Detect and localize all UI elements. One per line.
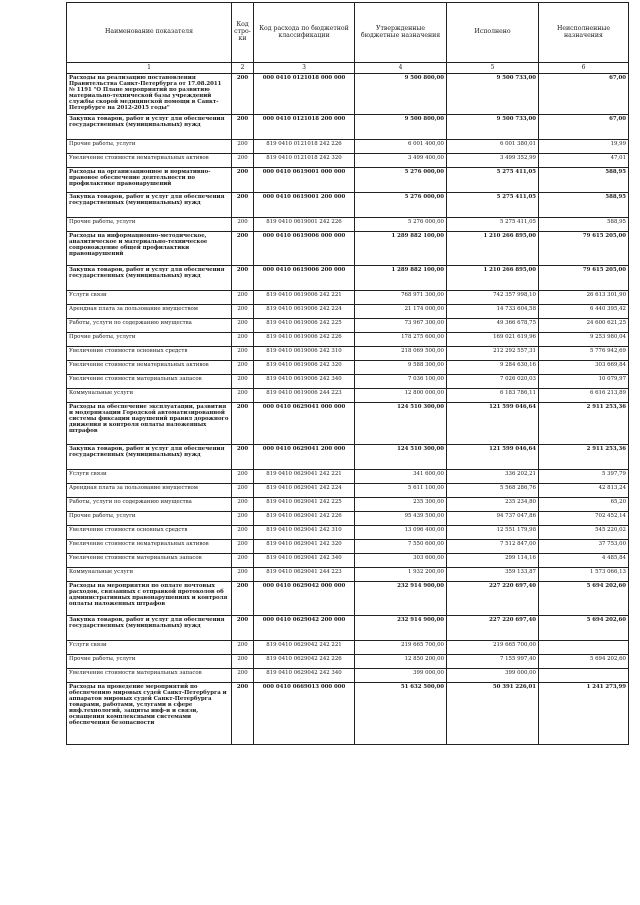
executed-amount-cell: 5 275 411,05 xyxy=(447,193,539,218)
executed-amount-cell: 49 366 678,75 xyxy=(447,319,539,333)
executed-amount-cell: 9 284 630,16 xyxy=(447,361,539,375)
approved-amount-cell: 7 036 100,00 xyxy=(355,375,447,389)
executed-amount-cell: 336 202,21 xyxy=(447,470,539,484)
approved-amount-cell: 13 096 400,00 xyxy=(355,526,447,540)
approved-amount-cell: 232 914 900,00 xyxy=(355,582,447,616)
indicator-name-cell: Закупка товаров, работ и услуг для обеспечения государственных (муниципальных) нужд xyxy=(67,445,232,470)
column-number: 2 xyxy=(232,63,254,74)
unexecuted-amount-cell: 5 776 942,69 xyxy=(539,347,629,361)
table-row xyxy=(67,568,629,582)
line-code-cell: 200 xyxy=(232,232,254,266)
line-code-cell: 200 xyxy=(232,168,254,193)
table-body xyxy=(67,74,629,745)
indicator-name-cell: Закупка товаров, работ и услуг для обеспечения государственных (муниципальных) нужд xyxy=(67,616,232,641)
line-code-cell: 200 xyxy=(232,375,254,389)
executed-amount-cell: 7 512 847,00 xyxy=(447,540,539,554)
budget-code-cell: 000 0410 0629042 000 000 xyxy=(254,582,355,616)
table-row xyxy=(67,470,629,484)
column-header-executed: Исполнено xyxy=(447,3,539,63)
approved-amount-cell: 5 276 000,00 xyxy=(355,218,447,232)
unexecuted-amount-cell: 79 615 205,00 xyxy=(539,266,629,291)
table-row xyxy=(67,140,629,154)
table-row xyxy=(67,669,629,683)
line-code-cell: 200 xyxy=(232,445,254,470)
line-code-cell: 200 xyxy=(232,641,254,655)
table-row xyxy=(67,554,629,568)
column-number: 1 xyxy=(67,63,232,74)
indicator-name-cell: Прочие работы, услуги xyxy=(67,512,232,526)
budget-code-cell: 819 0410 0619006 242 225 xyxy=(254,319,355,333)
approved-amount-cell: 73 967 300,00 xyxy=(355,319,447,333)
budget-code-cell: 819 0410 0619006 242 320 xyxy=(254,361,355,375)
line-code-cell: 200 xyxy=(232,470,254,484)
table-row xyxy=(67,498,629,512)
column-number: 3 xyxy=(254,63,355,74)
executed-amount-cell: 12 551 179,98 xyxy=(447,526,539,540)
column-header-budget-code: Код расхода по бюджетной классификации xyxy=(254,3,355,63)
unexecuted-amount-cell: 19,99 xyxy=(539,140,629,154)
approved-amount-cell: 12 800 000,00 xyxy=(355,389,447,403)
unexecuted-amount-cell: 26 613 301,90 xyxy=(539,291,629,305)
line-code-cell: 200 xyxy=(232,512,254,526)
executed-amount-cell: 94 737 047,86 xyxy=(447,512,539,526)
indicator-name-cell: Работы, услуги по содержанию имущества xyxy=(67,319,232,333)
indicator-name-cell: Расходы на реализацию постановления Правительства Санкт-Петербурга от 17.08.2011 № 1191 "О Плане мероприятий по развитию материально-технической базы учреждений службы скорой медицинской помощи в Санкт-Петербурге на 2012-2015 годы" xyxy=(67,74,232,115)
approved-amount-cell: 219 665 700,00 xyxy=(355,641,447,655)
approved-amount-cell: 7 550 600,00 xyxy=(355,540,447,554)
unexecuted-amount-cell: 6 616 213,89 xyxy=(539,389,629,403)
indicator-name-cell: Увеличение стоимости нематериальных активов xyxy=(67,361,232,375)
budget-code-cell: 819 0410 0619006 242 221 xyxy=(254,291,355,305)
budget-code-cell: 819 0410 0629042 242 226 xyxy=(254,655,355,669)
approved-amount-cell: 6 001 400,00 xyxy=(355,140,447,154)
unexecuted-amount-cell: 24 600 621,25 xyxy=(539,319,629,333)
unexecuted-amount-cell xyxy=(539,669,629,683)
table-row xyxy=(67,445,629,470)
executed-amount-cell: 219 665 700,00 xyxy=(447,641,539,655)
table-row xyxy=(67,319,629,333)
unexecuted-amount-cell: 6 440 395,42 xyxy=(539,305,629,319)
line-code-cell: 200 xyxy=(232,389,254,403)
header-row xyxy=(67,3,629,63)
unexecuted-amount-cell: 1 573 066,13 xyxy=(539,568,629,582)
executed-amount-cell: 1 210 266 895,00 xyxy=(447,232,539,266)
table-row xyxy=(67,115,629,140)
unexecuted-amount-cell: 5 694 202,60 xyxy=(539,655,629,669)
approved-amount-cell: 5 276 000,00 xyxy=(355,168,447,193)
budget-code-cell: 000 0410 0619006 000 000 xyxy=(254,232,355,266)
column-number: 4 xyxy=(355,63,447,74)
approved-amount-cell: 1 932 200,00 xyxy=(355,568,447,582)
unexecuted-amount-cell: 10 079,97 xyxy=(539,375,629,389)
line-code-cell: 200 xyxy=(232,140,254,154)
budget-code-cell: 819 0410 0629041 242 224 xyxy=(254,484,355,498)
indicator-name-cell: Увеличение стоимости материальных запасов xyxy=(67,554,232,568)
table-row xyxy=(67,582,629,616)
column-number: 5 xyxy=(447,63,539,74)
approved-amount-cell: 178 275 600,00 xyxy=(355,333,447,347)
indicator-name-cell: Работы, услуги по содержанию имущества xyxy=(67,498,232,512)
table-row xyxy=(67,266,629,291)
line-code-cell: 200 xyxy=(232,540,254,554)
budget-code-cell: 819 0410 0619006 244 223 xyxy=(254,389,355,403)
indicator-name-cell: Закупка товаров, работ и услуг для обеспечения государственных (муниципальных) нужд xyxy=(67,266,232,291)
executed-amount-cell: 399 000,00 xyxy=(447,669,539,683)
table-row xyxy=(67,232,629,266)
unexecuted-amount-cell: 5 694 202,60 xyxy=(539,582,629,616)
executed-amount-cell: 227 220 697,40 xyxy=(447,582,539,616)
line-code-cell: 200 xyxy=(232,266,254,291)
executed-amount-cell: 235 234,80 xyxy=(447,498,539,512)
approved-amount-cell: 341 600,00 xyxy=(355,470,447,484)
table-row xyxy=(67,375,629,389)
executed-amount-cell: 5 275 411,05 xyxy=(447,168,539,193)
table-row xyxy=(67,291,629,305)
approved-amount-cell: 303 600,00 xyxy=(355,554,447,568)
indicator-name-cell: Увеличение стоимости основных средств xyxy=(67,347,232,361)
line-code-cell: 200 xyxy=(232,115,254,140)
indicator-name-cell: Арендная плата за пользование имуществом xyxy=(67,305,232,319)
line-code-cell: 200 xyxy=(232,74,254,115)
budget-code-cell: 819 0410 0619006 242 226 xyxy=(254,333,355,347)
budget-code-cell: 819 0410 0629041 242 320 xyxy=(254,540,355,554)
table-row xyxy=(67,154,629,168)
unexecuted-amount-cell: 545 220,02 xyxy=(539,526,629,540)
executed-amount-cell: 14 733 604,58 xyxy=(447,305,539,319)
budget-code-cell: 819 0410 0619006 242 224 xyxy=(254,305,355,319)
executed-amount-cell: 359 133,87 xyxy=(447,568,539,582)
table-row xyxy=(67,484,629,498)
line-code-cell: 200 xyxy=(232,333,254,347)
approved-amount-cell: 124 510 300,00 xyxy=(355,445,447,470)
indicator-name-cell: Увеличение стоимости материальных запасов xyxy=(67,375,232,389)
approved-amount-cell: 9 500 800,00 xyxy=(355,74,447,115)
line-code-cell: 200 xyxy=(232,669,254,683)
table-row xyxy=(67,74,629,115)
table-row xyxy=(67,616,629,641)
column-header-approved: Утвержденные бюджетные назначения xyxy=(355,3,447,63)
indicator-name-cell: Расходы на информационно-методическое, аналитическое и материально-техническое сопровождение общей профилактики правонарушений xyxy=(67,232,232,266)
line-code-cell: 200 xyxy=(232,616,254,641)
column-number-row xyxy=(67,63,629,74)
indicator-name-cell: Увеличение стоимости нематериальных активов xyxy=(67,154,232,168)
indicator-name-cell: Расходы на организационное и нормативно-правовое обеспечение деятельности по профилактике правонарушений xyxy=(67,168,232,193)
unexecuted-amount-cell: 9 253 980,04 xyxy=(539,333,629,347)
approved-amount-cell: 21 174 000,00 xyxy=(355,305,447,319)
approved-amount-cell: 12 850 200,00 xyxy=(355,655,447,669)
line-code-cell: 200 xyxy=(232,554,254,568)
executed-amount-cell: 299 114,16 xyxy=(447,554,539,568)
approved-amount-cell: 1 289 882 100,00 xyxy=(355,266,447,291)
budget-code-cell: 000 0410 0619006 200 000 xyxy=(254,266,355,291)
executed-amount-cell: 50 391 226,01 xyxy=(447,683,539,745)
budget-code-cell: 819 0410 0629041 242 340 xyxy=(254,554,355,568)
unexecuted-amount-cell: 47,01 xyxy=(539,154,629,168)
budget-code-cell: 000 0410 0121018 000 000 xyxy=(254,74,355,115)
indicator-name-cell: Коммунальные услуги xyxy=(67,568,232,582)
line-code-cell: 200 xyxy=(232,361,254,375)
table-row xyxy=(67,218,629,232)
line-code-cell: 200 xyxy=(232,305,254,319)
approved-amount-cell: 51 632 500,00 xyxy=(355,683,447,745)
budget-code-cell: 819 0410 0629041 242 226 xyxy=(254,512,355,526)
line-code-cell: 200 xyxy=(232,403,254,445)
executed-amount-cell: 7 026 020,03 xyxy=(447,375,539,389)
unexecuted-amount-cell: 4 485,84 xyxy=(539,554,629,568)
column-header-line-code: Код стро-ки xyxy=(232,3,254,63)
line-code-cell: 200 xyxy=(232,193,254,218)
table-row xyxy=(67,655,629,669)
executed-amount-cell: 5 568 286,76 xyxy=(447,484,539,498)
approved-amount-cell: 399 000,00 xyxy=(355,669,447,683)
indicator-name-cell: Услуги связи xyxy=(67,641,232,655)
line-code-cell: 200 xyxy=(232,154,254,168)
indicator-name-cell: Прочие работы, услуги xyxy=(67,655,232,669)
approved-amount-cell: 1 289 882 100,00 xyxy=(355,232,447,266)
unexecuted-amount-cell: 588,95 xyxy=(539,218,629,232)
unexecuted-amount-cell: 303 669,84 xyxy=(539,361,629,375)
line-code-cell: 200 xyxy=(232,498,254,512)
line-code-cell: 200 xyxy=(232,526,254,540)
budget-code-cell: 000 0410 0619001 200 000 xyxy=(254,193,355,218)
unexecuted-amount-cell: 5 397,79 xyxy=(539,470,629,484)
unexecuted-amount-cell: 5 694 202,60 xyxy=(539,616,629,641)
executed-amount-cell: 9 500 733,00 xyxy=(447,74,539,115)
table-row xyxy=(67,512,629,526)
table-row xyxy=(67,305,629,319)
unexecuted-amount-cell: 67,00 xyxy=(539,115,629,140)
executed-amount-cell: 6 183 786,11 xyxy=(447,389,539,403)
unexecuted-amount-cell: 588,95 xyxy=(539,193,629,218)
budget-code-cell: 000 0410 0669013 000 000 xyxy=(254,683,355,745)
executed-amount-cell: 121 599 046,64 xyxy=(447,445,539,470)
budget-code-cell: 819 0410 0121018 242 320 xyxy=(254,154,355,168)
executed-amount-cell: 227 220 697,40 xyxy=(447,616,539,641)
budget-code-cell: 819 0410 0629042 242 340 xyxy=(254,669,355,683)
unexecuted-amount-cell: 67,00 xyxy=(539,74,629,115)
budget-code-cell: 000 0410 0629042 200 000 xyxy=(254,616,355,641)
indicator-name-cell: Коммунальные услуги xyxy=(67,389,232,403)
budget-code-cell: 819 0410 0629041 244 223 xyxy=(254,568,355,582)
executed-amount-cell: 742 357 998,10 xyxy=(447,291,539,305)
line-code-cell: 200 xyxy=(232,218,254,232)
budget-code-cell: 819 0410 0629041 242 225 xyxy=(254,498,355,512)
budget-code-cell: 819 0410 0629041 242 221 xyxy=(254,470,355,484)
executed-amount-cell: 169 021 619,96 xyxy=(447,333,539,347)
approved-amount-cell: 232 914 900,00 xyxy=(355,616,447,641)
line-code-cell: 200 xyxy=(232,484,254,498)
budget-code-cell: 819 0410 0619001 242 226 xyxy=(254,218,355,232)
approved-amount-cell: 9 500 800,00 xyxy=(355,115,447,140)
approved-amount-cell: 3 499 400,00 xyxy=(355,154,447,168)
budget-code-cell: 000 0410 0629041 200 000 xyxy=(254,445,355,470)
approved-amount-cell: 768 971 300,00 xyxy=(355,291,447,305)
unexecuted-amount-cell: 1 241 273,99 xyxy=(539,683,629,745)
table-row xyxy=(67,540,629,554)
table-row xyxy=(67,526,629,540)
table-row xyxy=(67,389,629,403)
indicator-name-cell: Расходы на проведение мероприятий по обеспечению мировых судей Санкт-Петербурга и аппаратов мировых судей Санкт-Петербурга товарами, работами, услугами в сфере инф.технологий, защиты инф-и и связи, оснащения комплексными системами обеспечения безопасности xyxy=(67,683,232,745)
line-code-cell: 200 xyxy=(232,347,254,361)
budget-code-cell: 819 0410 0619006 242 340 xyxy=(254,375,355,389)
approved-amount-cell: 95 439 500,00 xyxy=(355,512,447,526)
indicator-name-cell: Прочие работы, услуги xyxy=(67,218,232,232)
table-row xyxy=(67,683,629,745)
budget-code-cell: 000 0410 0121018 200 000 xyxy=(254,115,355,140)
line-code-cell: 200 xyxy=(232,319,254,333)
line-code-cell: 200 xyxy=(232,683,254,745)
table-row xyxy=(67,641,629,655)
approved-amount-cell: 218 069 500,00 xyxy=(355,347,447,361)
budget-code-cell: 819 0410 0121018 242 226 xyxy=(254,140,355,154)
budget-code-cell: 000 0410 0619001 000 000 xyxy=(254,168,355,193)
indicator-name-cell: Арендная плата за пользование имуществом xyxy=(67,484,232,498)
indicator-name-cell: Закупка товаров, работ и услуг для обеспечения государственных (муниципальных) нужд xyxy=(67,193,232,218)
table-row xyxy=(67,361,629,375)
executed-amount-cell: 1 210 266 895,00 xyxy=(447,266,539,291)
budget-code-cell: 000 0410 0629041 000 000 xyxy=(254,403,355,445)
budget-code-cell: 819 0410 0619006 242 310 xyxy=(254,347,355,361)
column-header-indicator-name: Наименование показателя xyxy=(67,3,232,63)
executed-amount-cell: 121 599 046,64 xyxy=(447,403,539,445)
table-row xyxy=(67,333,629,347)
indicator-name-cell: Прочие работы, услуги xyxy=(67,333,232,347)
indicator-name-cell: Увеличение стоимости материальных запасов xyxy=(67,669,232,683)
line-code-cell: 200 xyxy=(232,568,254,582)
indicator-name-cell: Увеличение стоимости нематериальных активов xyxy=(67,540,232,554)
executed-amount-cell: 6 001 380,01 xyxy=(447,140,539,154)
column-number: 6 xyxy=(539,63,629,74)
indicator-name-cell: Расходы на мероприятия по оплате почтовых расходов, связанных с отправкой протоколов об административных правонарушениях и контроля оплаты наложенных штрафов xyxy=(67,582,232,616)
indicator-name-cell: Расходы на обеспечение эксплуатации, развития и модернизации Городской автоматизированной системы фиксации нарушений правил дорожного движения и контроля оплаты наложенных штрафов xyxy=(67,403,232,445)
executed-amount-cell: 9 500 733,00 xyxy=(447,115,539,140)
table-row xyxy=(67,403,629,445)
approved-amount-cell: 5 611 100,00 xyxy=(355,484,447,498)
unexecuted-amount-cell: 702 452,14 xyxy=(539,512,629,526)
budget-execution-table xyxy=(66,2,629,745)
table-row xyxy=(67,193,629,218)
column-header-unexecuted: Неисполненные назначения xyxy=(539,3,629,63)
indicator-name-cell: Закупка товаров, работ и услуг для обеспечения государственных (муниципальных) нужд xyxy=(67,115,232,140)
indicator-name-cell: Услуги связи xyxy=(67,470,232,484)
indicator-name-cell: Прочие работы, услуги xyxy=(67,140,232,154)
unexecuted-amount-cell: 42 813,24 xyxy=(539,484,629,498)
unexecuted-amount-cell: 37 753,00 xyxy=(539,540,629,554)
unexecuted-amount-cell: 588,95 xyxy=(539,168,629,193)
unexecuted-amount-cell: 65,20 xyxy=(539,498,629,512)
table-row xyxy=(67,347,629,361)
unexecuted-amount-cell xyxy=(539,641,629,655)
indicator-name-cell: Увеличение стоимости основных средств xyxy=(67,526,232,540)
unexecuted-amount-cell: 2 911 253,36 xyxy=(539,403,629,445)
line-code-cell: 200 xyxy=(232,655,254,669)
executed-amount-cell: 3 499 352,99 xyxy=(447,154,539,168)
executed-amount-cell: 212 292 557,31 xyxy=(447,347,539,361)
line-code-cell: 200 xyxy=(232,582,254,616)
unexecuted-amount-cell: 2 911 253,36 xyxy=(539,445,629,470)
approved-amount-cell: 235 300,00 xyxy=(355,498,447,512)
approved-amount-cell: 5 276 000,00 xyxy=(355,193,447,218)
executed-amount-cell: 5 275 411,05 xyxy=(447,218,539,232)
unexecuted-amount-cell: 79 615 205,00 xyxy=(539,232,629,266)
budget-code-cell: 819 0410 0629042 242 221 xyxy=(254,641,355,655)
budget-code-cell: 819 0410 0629041 242 310 xyxy=(254,526,355,540)
table-row xyxy=(67,168,629,193)
executed-amount-cell: 7 155 997,40 xyxy=(447,655,539,669)
indicator-name-cell: Услуги связи xyxy=(67,291,232,305)
approved-amount-cell: 9 588 300,00 xyxy=(355,361,447,375)
line-code-cell: 200 xyxy=(232,291,254,305)
approved-amount-cell: 124 510 300,00 xyxy=(355,403,447,445)
